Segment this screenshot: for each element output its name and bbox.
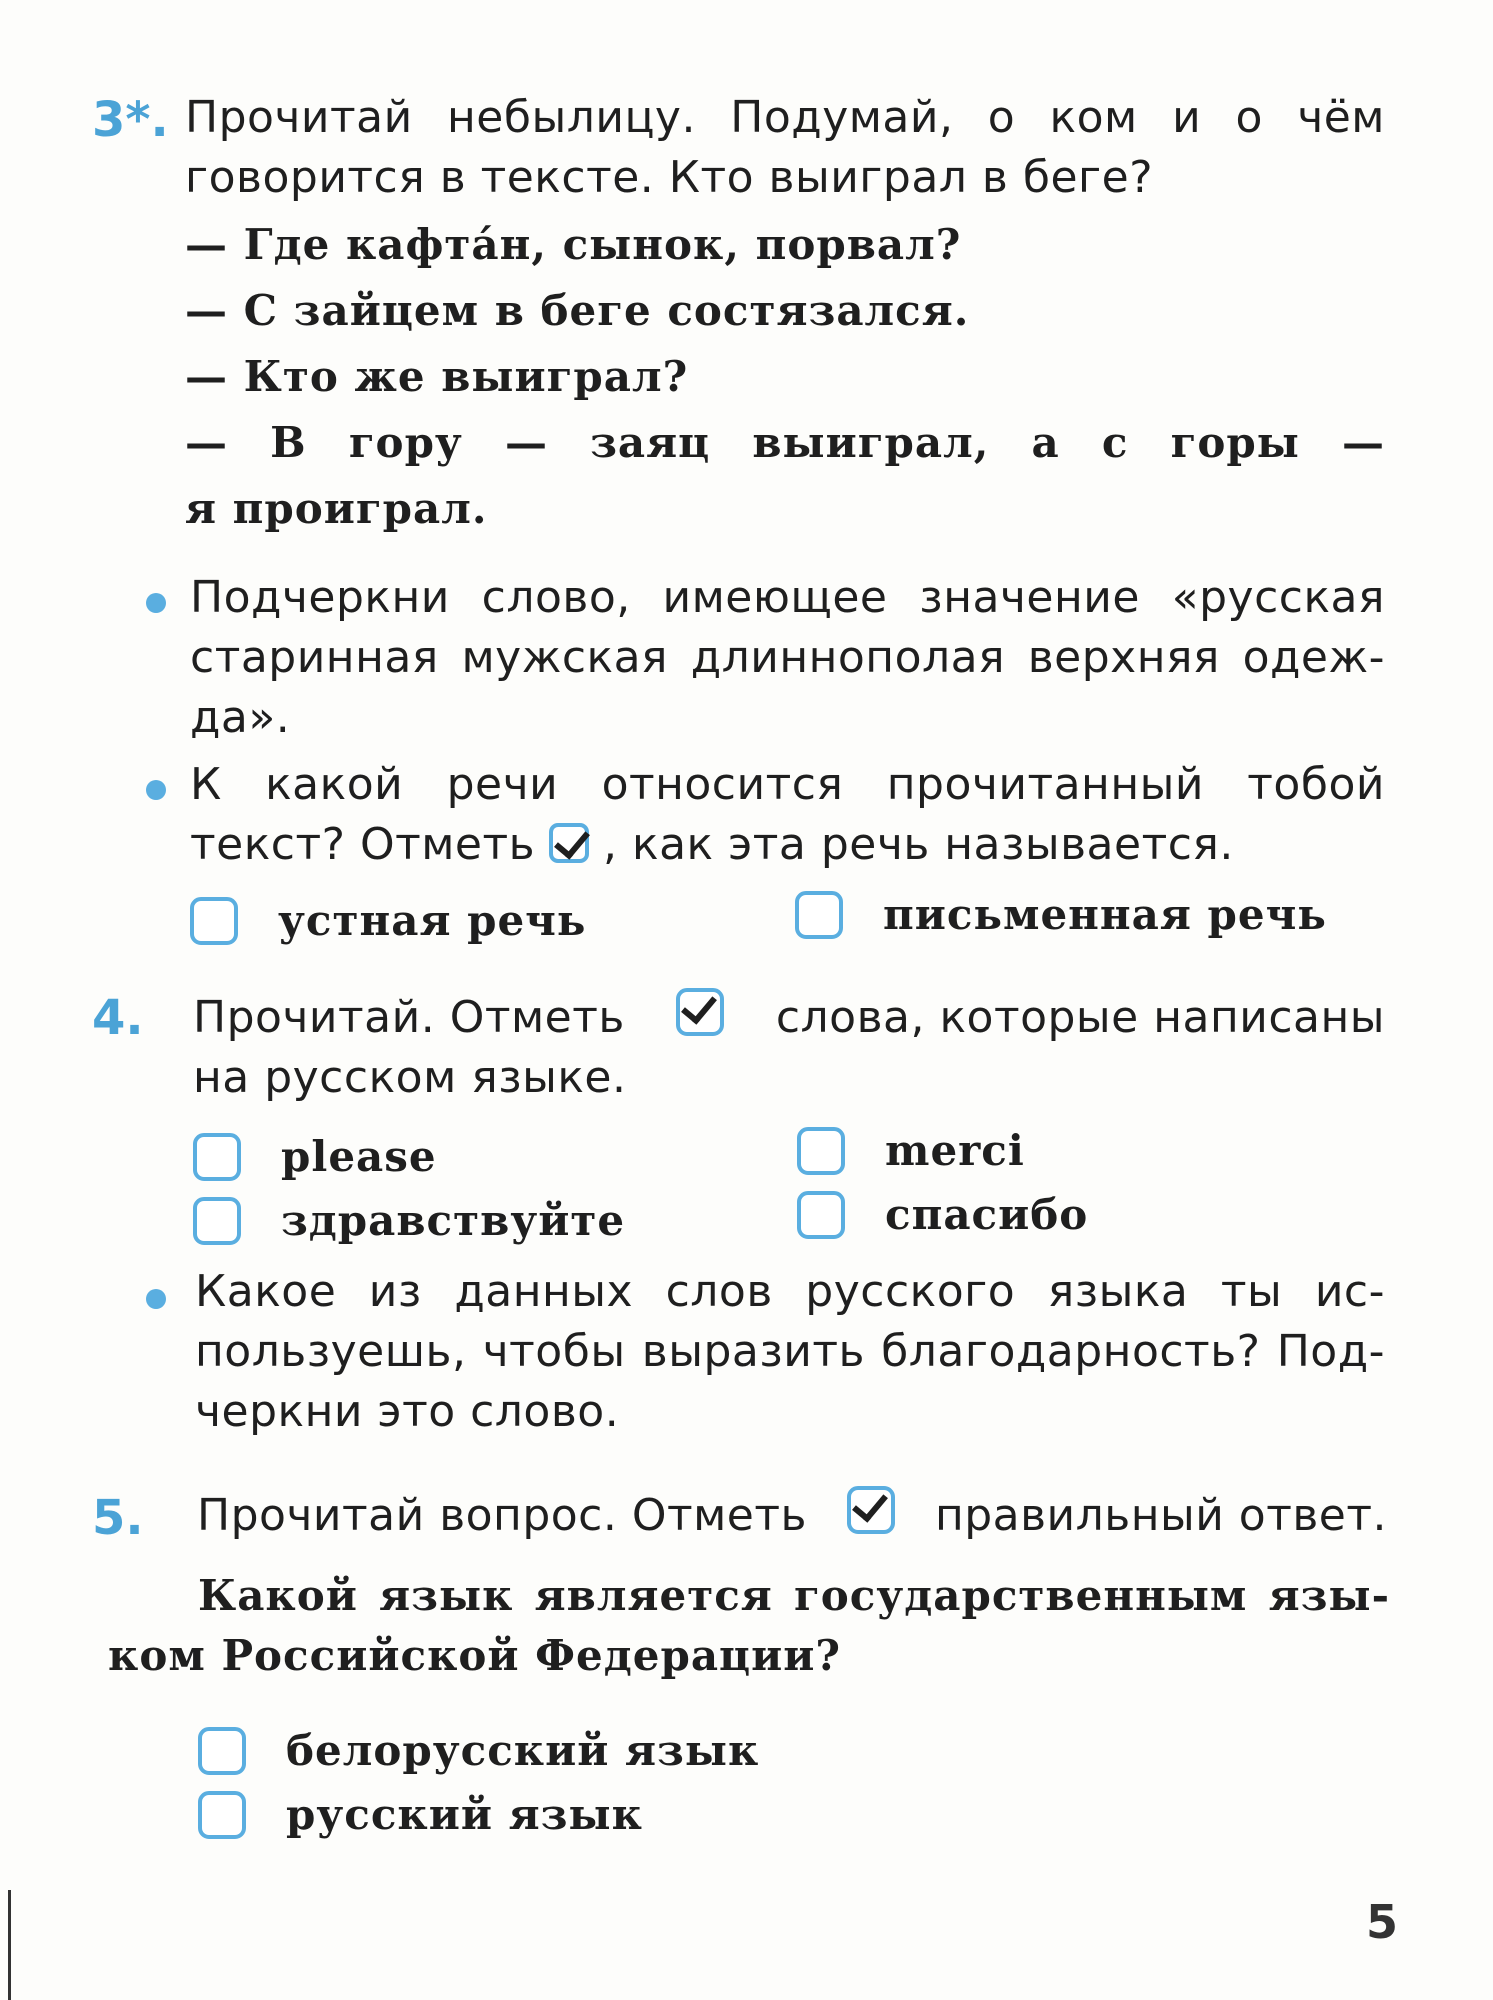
dialogue-line: — Кто же выиграл?	[185, 352, 689, 401]
task-4-number: 4.	[92, 990, 144, 1046]
option-label: письменная речь	[883, 890, 1327, 939]
task-4-intro	[193, 988, 1385, 1108]
option-checkbox[interactable]	[797, 1191, 845, 1239]
task-4-intro-line-1	[193, 988, 1385, 1048]
option-merci[interactable]	[797, 1118, 1025, 1184]
dialogue-line: — В гору — заяц выиграл, а с горы —	[185, 418, 1385, 467]
checkmark-sample-icon	[676, 988, 724, 1036]
dialogue-line: я проиграл.	[185, 484, 488, 533]
task-5-question: Какой язык является государственным язы-ком Российской Федерации?	[108, 1571, 1390, 1680]
option-checkbox[interactable]	[198, 1791, 246, 1839]
option-checkbox[interactable]	[193, 1197, 241, 1245]
task-3-number: 3*.	[92, 92, 169, 148]
task-4-bullet: Какое из данных слов русского языка ты ис-пользуешь, чтобы выразить благодарность? Под-черкни это слово.	[195, 1266, 1385, 1437]
task-3-bullet-2-line-2	[190, 815, 1385, 875]
task-3-bullet-1: Подчеркни слово, имеющее значение «русская старинная мужская длиннополая верхняя одеж-да».	[190, 572, 1385, 743]
task-3-intro-line-1: Прочитай небылицу. Подумай, о ком и о чём	[185, 92, 1385, 143]
instruction-text: , как эта речь называется.	[603, 819, 1234, 870]
option-label: русский язык	[286, 1790, 643, 1839]
binding-edge-line	[8, 1890, 11, 2000]
option-label: устная речь	[278, 896, 587, 945]
bullet-icon	[146, 780, 166, 800]
option-checkbox[interactable]	[797, 1127, 845, 1175]
option-checkbox[interactable]	[190, 897, 238, 945]
option-label: белорусский язык	[286, 1726, 760, 1775]
option-belarusian-language[interactable]	[198, 1718, 759, 1784]
option-label: здравствуйте	[281, 1196, 626, 1245]
option-checkbox[interactable]	[198, 1727, 246, 1775]
task-5-number: 5.	[92, 1490, 144, 1546]
option-written-speech[interactable]	[795, 882, 1327, 948]
task-4-intro-line-2: на русском языке.	[193, 1052, 627, 1103]
task-5-intro	[197, 1486, 1387, 1546]
task-3-bullet-2-line-1: К какой речи относится прочитанный тобой	[190, 759, 1385, 810]
dialogue-line: — С зайцем в беге состязался.	[185, 286, 970, 335]
task-5-intro-line	[197, 1486, 1387, 1546]
checkmark-sample-icon	[847, 1486, 895, 1534]
instruction-text: правильный ответ.	[934, 1490, 1387, 1541]
task-3-intro-line-2: говорится в тексте. Кто выиграл в беге?	[185, 152, 1154, 203]
option-please[interactable]	[193, 1124, 437, 1190]
page-number: 5	[1365, 1895, 1398, 1949]
option-zdravstvuyte[interactable]	[193, 1188, 625, 1254]
task-3-intro	[185, 88, 1385, 208]
bullet-icon	[146, 593, 166, 613]
option-spasibo[interactable]	[797, 1182, 1088, 1248]
option-label: спасибо	[885, 1190, 1089, 1239]
bullet-icon	[146, 1289, 166, 1309]
option-oral-speech[interactable]	[190, 888, 586, 954]
dialogue-line: — Где кафта́н, сынок, порвал?	[185, 220, 962, 269]
task-3-dialogue	[185, 212, 1385, 542]
task-3-bullet-2	[190, 755, 1385, 875]
instruction-text: текст? Отметь	[190, 819, 536, 870]
option-checkbox[interactable]	[193, 1133, 241, 1181]
option-checkbox[interactable]	[795, 891, 843, 939]
option-label: please	[281, 1132, 437, 1181]
option-russian-language[interactable]	[198, 1782, 643, 1848]
option-label: merci	[885, 1126, 1025, 1175]
instruction-text: слова, которые написаны	[775, 992, 1385, 1043]
instruction-text: Прочитай. Отметь	[193, 992, 625, 1043]
instruction-text: Прочитай вопрос. Отметь	[197, 1490, 807, 1541]
checkmark-sample-icon	[549, 823, 589, 863]
